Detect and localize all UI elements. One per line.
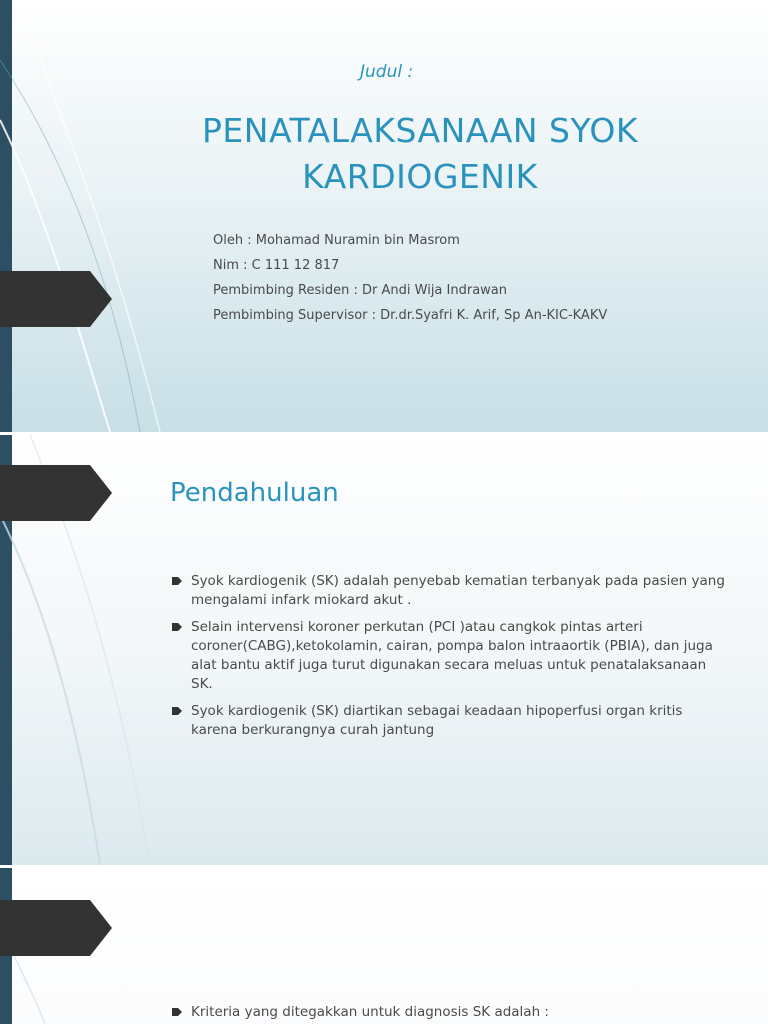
arrow-tab-icon xyxy=(0,465,112,521)
list-item xyxy=(172,1003,732,1022)
author-info-list xyxy=(213,228,607,328)
list-item xyxy=(172,572,732,610)
criteria-slide xyxy=(0,868,768,1024)
list-item xyxy=(172,618,732,694)
arrow-tab-icon xyxy=(0,900,112,956)
list-item xyxy=(172,702,732,740)
title-label: Judul : xyxy=(360,62,414,82)
presentation-title: PENATALAKSANAAN SYOK KARDIOGENIK xyxy=(202,111,638,196)
bullet-text: Syok kardiogenik (SK) diartikan sebagai keadaan hipoperfusi organ kritis karena berkurangnya curah jantung xyxy=(191,703,683,738)
title-slide xyxy=(0,0,768,432)
bullet-text: Selain intervensi koroner perkutan (PCI )atau cangkok pintas arteri coroner(CABG),ketokolamin, cairan, pompa balon intraaortik (PBIA), dan juga alat bantu aktif juga turut digunakan secara meluas untuk penatalaksanaan SK. xyxy=(191,619,713,692)
criteria-bullet-list xyxy=(172,1003,732,1030)
bullet-text: Kriteria yang ditegakkan untuk diagnosis SK adalah : xyxy=(191,1004,549,1020)
decorative-swoosh xyxy=(0,0,200,432)
supervisor-line: Pembimbing Supervisor : Dr.dr.Syafri K. Arif, Sp An-KIC-KAKV xyxy=(213,308,608,323)
student-id-line: Nim : C 111 12 817 xyxy=(213,258,340,273)
section-heading: Pendahuluan xyxy=(170,478,339,508)
intro-bullet-list xyxy=(172,572,732,748)
resident-supervisor-line: Pembimbing Residen : Dr Andi Wija Indrawan xyxy=(213,283,507,298)
author-line: Oleh : Mohamad Nuramin bin Masrom xyxy=(213,233,460,248)
bullet-text: Syok kardiogenik (SK) adalah penyebab kematian terbanyak pada pasien yang mengalami infark miokard akut . xyxy=(191,573,725,608)
arrow-tab-icon xyxy=(0,271,112,327)
